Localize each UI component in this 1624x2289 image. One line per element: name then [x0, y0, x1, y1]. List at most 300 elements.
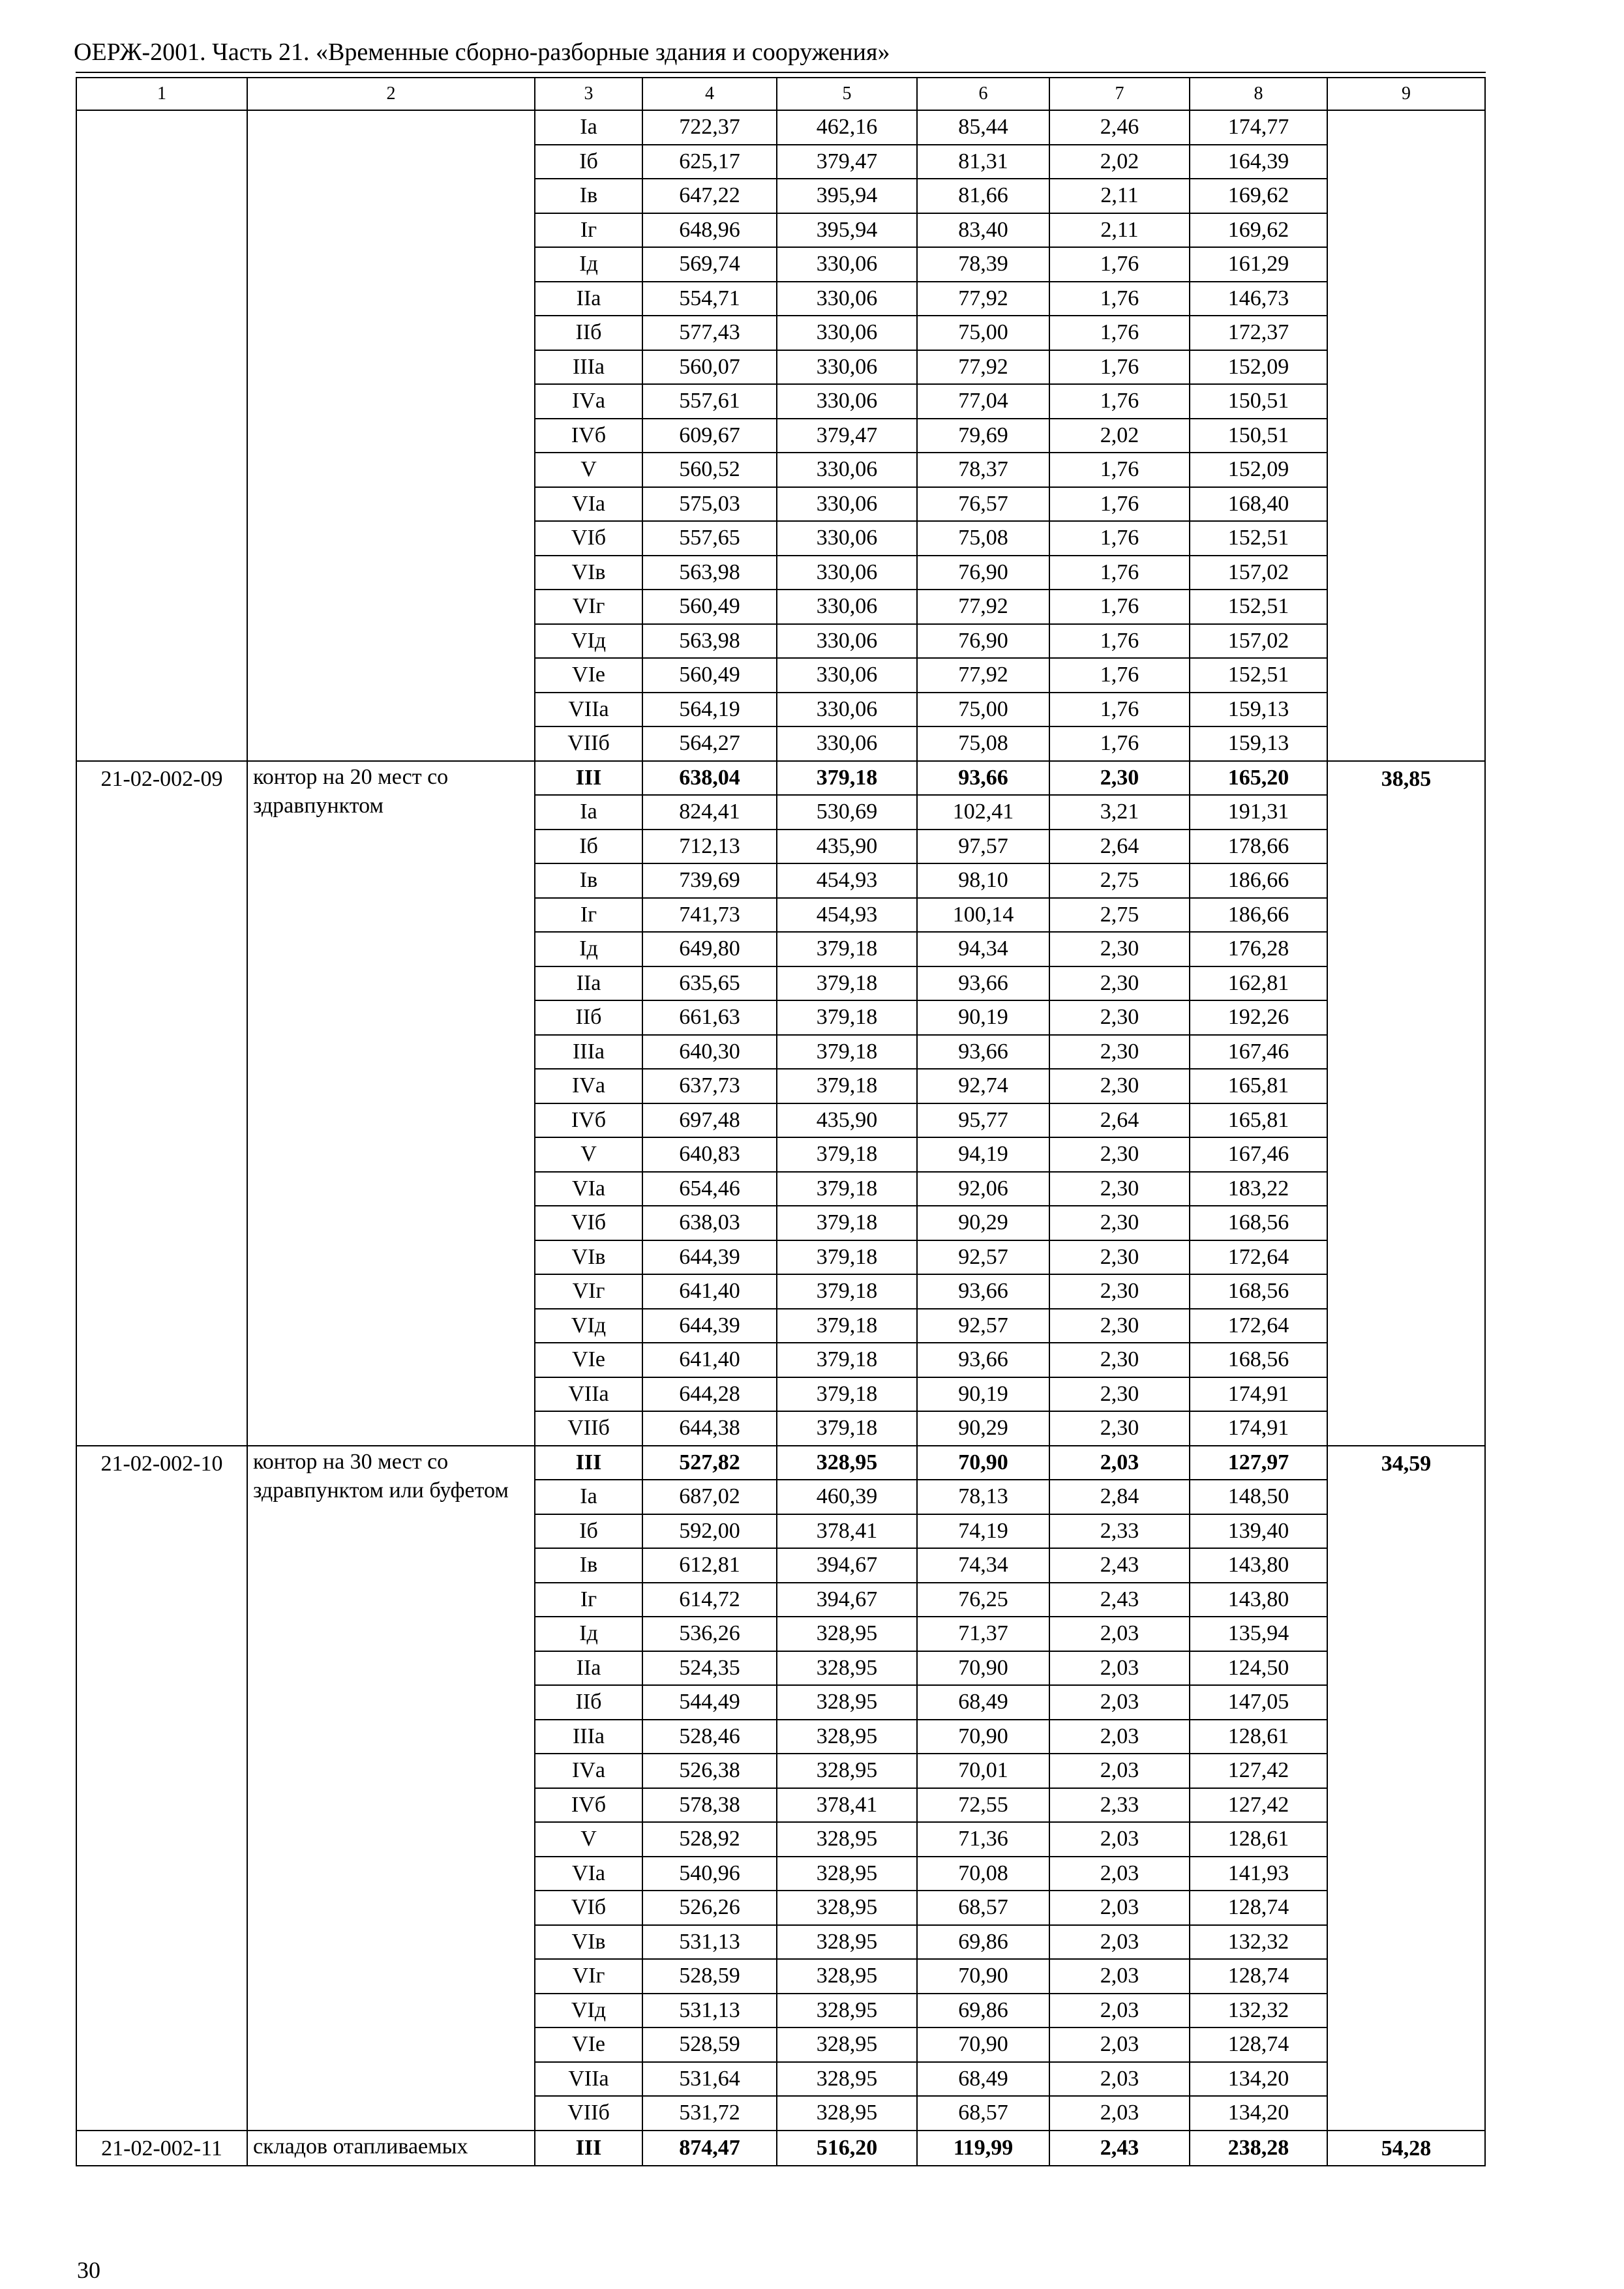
value-cell: 100,14: [917, 898, 1049, 933]
value-cell: 330,06: [777, 693, 917, 727]
value-cell: 76,90: [917, 624, 1049, 659]
value-cell: 330,06: [777, 556, 917, 590]
value-cell: 638,04: [642, 761, 777, 796]
value-cell: 379,47: [777, 419, 917, 453]
value-cell: 379,18: [777, 1240, 917, 1275]
value-cell: 1,76: [1049, 247, 1190, 282]
value-cell: 132,32: [1190, 1994, 1327, 2028]
value-cell: 644,28: [642, 1377, 777, 1412]
value-cell: 134,20: [1190, 2096, 1327, 2131]
value-cell: 625,17: [642, 145, 777, 179]
value-cell: 94,34: [917, 932, 1049, 966]
zone-cell: VIв: [535, 556, 642, 590]
value-cell: 92,06: [917, 1172, 1049, 1206]
value-cell: 2,03: [1049, 1754, 1190, 1788]
value-cell: 76,25: [917, 1583, 1049, 1617]
value-cell: 637,73: [642, 1069, 777, 1103]
zone-cell: VIд: [535, 1994, 642, 2028]
column-9-value: 38,85: [1327, 761, 1485, 1446]
zone-cell: Iа: [535, 1480, 642, 1514]
value-cell: 161,29: [1190, 247, 1327, 282]
zone-cell: Iв: [535, 179, 642, 213]
zone-cell: VIв: [535, 1240, 642, 1275]
value-cell: 644,39: [642, 1309, 777, 1343]
value-cell: 143,80: [1190, 1583, 1327, 1617]
zone-cell: IVб: [535, 1103, 642, 1138]
value-cell: 554,71: [642, 282, 777, 316]
value-cell: 638,03: [642, 1206, 777, 1240]
value-cell: 92,74: [917, 1069, 1049, 1103]
value-cell: 330,06: [777, 282, 917, 316]
value-cell: 1,76: [1049, 487, 1190, 522]
value-cell: 379,47: [777, 145, 917, 179]
value-cell: 127,42: [1190, 1788, 1327, 1823]
column-number: 6: [917, 78, 1049, 110]
value-cell: 2,30: [1049, 1000, 1190, 1035]
value-cell: 2,03: [1049, 1617, 1190, 1651]
value-cell: 454,93: [777, 898, 917, 933]
value-cell: 560,07: [642, 350, 777, 385]
value-cell: 328,95: [777, 2096, 917, 2131]
value-cell: 183,22: [1190, 1172, 1327, 1206]
value-cell: 141,93: [1190, 1857, 1327, 1891]
value-cell: 75,00: [917, 693, 1049, 727]
value-cell: 168,56: [1190, 1274, 1327, 1309]
value-cell: 191,31: [1190, 795, 1327, 830]
zone-cell: VIб: [535, 1891, 642, 1925]
value-cell: 85,44: [917, 110, 1049, 145]
value-cell: 530,69: [777, 795, 917, 830]
value-cell: 102,41: [917, 795, 1049, 830]
value-cell: 1,76: [1049, 658, 1190, 693]
value-cell: 70,08: [917, 1857, 1049, 1891]
value-cell: 2,03: [1049, 2027, 1190, 2062]
zone-cell: VIа: [535, 487, 642, 522]
zone-cell: VIа: [535, 1857, 642, 1891]
value-cell: 78,39: [917, 247, 1049, 282]
value-cell: 2,33: [1049, 1788, 1190, 1823]
value-cell: 172,37: [1190, 316, 1327, 350]
value-cell: 168,40: [1190, 487, 1327, 522]
value-cell: 2,30: [1049, 1411, 1190, 1446]
table-row: [76, 110, 1485, 145]
value-cell: 687,02: [642, 1480, 777, 1514]
zone-cell: VIе: [535, 2027, 642, 2062]
zone-cell: IIIа: [535, 1720, 642, 1754]
value-cell: 2,03: [1049, 1857, 1190, 1891]
zone-cell: VIг: [535, 1959, 642, 1994]
value-cell: 526,38: [642, 1754, 777, 1788]
value-cell: 93,66: [917, 1035, 1049, 1070]
value-cell: 165,20: [1190, 761, 1327, 796]
value-cell: 531,13: [642, 1994, 777, 2028]
value-cell: 531,72: [642, 2096, 777, 2131]
value-cell: 74,34: [917, 1548, 1049, 1583]
value-cell: 564,19: [642, 693, 777, 727]
value-cell: 2,30: [1049, 1274, 1190, 1309]
value-cell: 564,27: [642, 726, 777, 761]
zone-cell: IIIа: [535, 350, 642, 385]
zone-cell: Iг: [535, 213, 642, 248]
value-cell: 2,03: [1049, 1994, 1190, 2028]
value-cell: 330,06: [777, 350, 917, 385]
zone-cell: IVа: [535, 384, 642, 419]
zone-cell: Iб: [535, 145, 642, 179]
header-rule: [76, 72, 1486, 73]
value-cell: 135,94: [1190, 1617, 1327, 1651]
zone-cell: Iг: [535, 1583, 642, 1617]
page-number: 30: [77, 2257, 100, 2283]
zone-cell: IIб: [535, 1000, 642, 1035]
value-cell: 72,55: [917, 1788, 1049, 1823]
item-name: складов отапливаемых: [247, 2131, 535, 2166]
value-cell: 2,30: [1049, 966, 1190, 1001]
value-cell: 159,13: [1190, 693, 1327, 727]
value-cell: 540,96: [642, 1857, 777, 1891]
value-cell: 379,18: [777, 1309, 917, 1343]
value-cell: 2,64: [1049, 830, 1190, 864]
value-cell: 127,97: [1190, 1446, 1327, 1480]
value-cell: 95,77: [917, 1103, 1049, 1138]
value-cell: 70,90: [917, 1720, 1049, 1754]
zone-cell: VIб: [535, 521, 642, 556]
value-cell: 150,51: [1190, 419, 1327, 453]
zone-cell: VIб: [535, 1206, 642, 1240]
value-cell: 77,04: [917, 384, 1049, 419]
value-cell: 75,08: [917, 726, 1049, 761]
item-name: [247, 110, 535, 761]
value-cell: 168,56: [1190, 1206, 1327, 1240]
value-cell: 1,76: [1049, 726, 1190, 761]
value-cell: 661,63: [642, 1000, 777, 1035]
value-cell: 563,98: [642, 624, 777, 659]
value-cell: 2,03: [1049, 1925, 1190, 1960]
value-cell: 169,62: [1190, 179, 1327, 213]
value-cell: 614,72: [642, 1583, 777, 1617]
value-cell: 77,92: [917, 590, 1049, 624]
value-cell: 644,39: [642, 1240, 777, 1275]
value-cell: 528,59: [642, 2027, 777, 2062]
value-cell: 560,49: [642, 590, 777, 624]
value-cell: 328,95: [777, 1685, 917, 1720]
value-cell: 146,73: [1190, 282, 1327, 316]
zone-cell: VIг: [535, 590, 642, 624]
value-cell: 379,18: [777, 1069, 917, 1103]
value-cell: 128,74: [1190, 1891, 1327, 1925]
value-cell: 2,03: [1049, 1685, 1190, 1720]
value-cell: 328,95: [777, 1651, 917, 1686]
value-cell: 128,74: [1190, 1959, 1327, 1994]
zone-cell: V: [535, 1822, 642, 1857]
value-cell: 527,82: [642, 1446, 777, 1480]
value-cell: 2,46: [1049, 110, 1190, 145]
value-cell: 77,92: [917, 282, 1049, 316]
value-cell: 328,95: [777, 1754, 917, 1788]
value-cell: 90,19: [917, 1377, 1049, 1412]
value-cell: 528,92: [642, 1822, 777, 1857]
value-cell: 157,02: [1190, 624, 1327, 659]
value-cell: 76,90: [917, 556, 1049, 590]
zone-cell: IVа: [535, 1754, 642, 1788]
zone-cell: IIIа: [535, 1035, 642, 1070]
value-cell: 157,02: [1190, 556, 1327, 590]
value-cell: 119,99: [917, 2131, 1049, 2166]
value-cell: 2,03: [1049, 2096, 1190, 2131]
value-cell: 75,08: [917, 521, 1049, 556]
zone-cell: III: [535, 2131, 642, 2166]
value-cell: 1,76: [1049, 453, 1190, 487]
value-cell: 697,48: [642, 1103, 777, 1138]
value-cell: 330,06: [777, 384, 917, 419]
value-cell: 379,18: [777, 1411, 917, 1446]
value-cell: 635,65: [642, 966, 777, 1001]
value-cell: 592,00: [642, 1514, 777, 1549]
value-cell: 83,40: [917, 213, 1049, 248]
price-table-container: [76, 77, 1484, 2166]
value-cell: 93,66: [917, 1274, 1049, 1309]
value-cell: 169,62: [1190, 213, 1327, 248]
zone-cell: Iб: [535, 830, 642, 864]
value-cell: 238,28: [1190, 2131, 1327, 2166]
column-number: 7: [1049, 78, 1190, 110]
value-cell: 152,51: [1190, 590, 1327, 624]
column-number: 5: [777, 78, 917, 110]
value-cell: 81,66: [917, 179, 1049, 213]
value-cell: 328,95: [777, 1720, 917, 1754]
value-cell: 81,31: [917, 145, 1049, 179]
value-cell: 557,65: [642, 521, 777, 556]
value-cell: 97,57: [917, 830, 1049, 864]
value-cell: 330,06: [777, 316, 917, 350]
value-cell: 378,41: [777, 1788, 917, 1823]
value-cell: 1,76: [1049, 556, 1190, 590]
value-cell: 741,73: [642, 898, 777, 933]
value-cell: 1,76: [1049, 590, 1190, 624]
value-cell: 68,49: [917, 1685, 1049, 1720]
value-cell: 328,95: [777, 1822, 917, 1857]
value-cell: 560,52: [642, 453, 777, 487]
value-cell: 93,66: [917, 761, 1049, 796]
column-9-value: 34,59: [1327, 1446, 1485, 2131]
value-cell: 557,61: [642, 384, 777, 419]
column-number: 4: [642, 78, 777, 110]
value-cell: 454,93: [777, 863, 917, 898]
value-cell: 874,47: [642, 2131, 777, 2166]
value-cell: 379,18: [777, 1343, 917, 1377]
value-cell: 394,67: [777, 1583, 917, 1617]
zone-cell: VIIб: [535, 2096, 642, 2131]
value-cell: 379,18: [777, 1137, 917, 1172]
value-cell: 134,20: [1190, 2062, 1327, 2097]
value-cell: 379,18: [777, 966, 917, 1001]
value-cell: 2,64: [1049, 1103, 1190, 1138]
value-cell: 3,21: [1049, 795, 1190, 830]
zone-cell: Iг: [535, 898, 642, 933]
value-cell: 164,39: [1190, 145, 1327, 179]
value-cell: 128,61: [1190, 1720, 1327, 1754]
value-cell: 2,30: [1049, 1240, 1190, 1275]
value-cell: 192,26: [1190, 1000, 1327, 1035]
value-cell: 647,22: [642, 179, 777, 213]
value-cell: 71,36: [917, 1822, 1049, 1857]
value-cell: 524,35: [642, 1651, 777, 1686]
value-cell: 528,46: [642, 1720, 777, 1754]
value-cell: 2,30: [1049, 1343, 1190, 1377]
value-cell: 127,42: [1190, 1754, 1327, 1788]
value-cell: 75,00: [917, 316, 1049, 350]
value-cell: 328,95: [777, 1891, 917, 1925]
value-cell: 2,30: [1049, 1035, 1190, 1070]
value-cell: 168,56: [1190, 1343, 1327, 1377]
value-cell: 2,03: [1049, 1822, 1190, 1857]
value-cell: 143,80: [1190, 1548, 1327, 1583]
value-cell: 69,86: [917, 1994, 1049, 2028]
value-cell: 824,41: [642, 795, 777, 830]
item-name: контор на 20 мест со здравпунктом: [247, 761, 535, 1446]
value-cell: 128,74: [1190, 2027, 1327, 2062]
value-cell: 462,16: [777, 110, 917, 145]
zone-cell: Iб: [535, 1514, 642, 1549]
value-cell: 1,76: [1049, 350, 1190, 385]
value-cell: 378,41: [777, 1514, 917, 1549]
value-cell: 560,49: [642, 658, 777, 693]
value-cell: 128,61: [1190, 1822, 1327, 1857]
value-cell: 1,76: [1049, 624, 1190, 659]
value-cell: 139,40: [1190, 1514, 1327, 1549]
value-cell: 172,64: [1190, 1240, 1327, 1275]
value-cell: 77,92: [917, 658, 1049, 693]
zone-cell: Iв: [535, 863, 642, 898]
value-cell: 165,81: [1190, 1069, 1327, 1103]
zone-cell: Iа: [535, 110, 642, 145]
value-cell: 147,05: [1190, 1685, 1327, 1720]
value-cell: 395,94: [777, 179, 917, 213]
value-cell: 152,09: [1190, 350, 1327, 385]
value-cell: 528,59: [642, 1959, 777, 1994]
value-cell: 1,76: [1049, 384, 1190, 419]
item-code: 21-02-002-10: [76, 1446, 247, 2131]
item-code: 21-02-002-09: [76, 761, 247, 1446]
zone-cell: VIIб: [535, 726, 642, 761]
price-table: [76, 77, 1486, 2166]
value-cell: 69,86: [917, 1925, 1049, 1960]
zone-cell: IIб: [535, 1685, 642, 1720]
zone-cell: IIа: [535, 282, 642, 316]
value-cell: 641,40: [642, 1274, 777, 1309]
column-9-value: [1327, 110, 1485, 761]
value-cell: 654,46: [642, 1172, 777, 1206]
value-cell: 531,64: [642, 2062, 777, 2097]
value-cell: 379,18: [777, 1172, 917, 1206]
value-cell: 178,66: [1190, 830, 1327, 864]
value-cell: 90,29: [917, 1411, 1049, 1446]
value-cell: 330,06: [777, 590, 917, 624]
value-cell: 159,13: [1190, 726, 1327, 761]
value-cell: 609,67: [642, 419, 777, 453]
document-header: ОЕРЖ-2001. Часть 21. «Временные сборно-разборные здания и сооружения»: [74, 38, 890, 66]
value-cell: 150,51: [1190, 384, 1327, 419]
value-cell: 379,18: [777, 1206, 917, 1240]
value-cell: 2,03: [1049, 1651, 1190, 1686]
value-cell: 379,18: [777, 1035, 917, 1070]
column-9-value: 54,28: [1327, 2131, 1485, 2166]
value-cell: 640,30: [642, 1035, 777, 1070]
value-cell: 2,03: [1049, 1891, 1190, 1925]
value-cell: 2,43: [1049, 2131, 1190, 2166]
value-cell: 186,66: [1190, 863, 1327, 898]
item-code: [76, 110, 247, 761]
value-cell: 649,80: [642, 932, 777, 966]
value-cell: 648,96: [642, 213, 777, 248]
value-cell: 1,76: [1049, 316, 1190, 350]
value-cell: 174,91: [1190, 1377, 1327, 1412]
zone-cell: Iв: [535, 1548, 642, 1583]
value-cell: 379,18: [777, 1377, 917, 1412]
value-cell: 152,51: [1190, 521, 1327, 556]
value-cell: 78,37: [917, 453, 1049, 487]
zone-cell: VIд: [535, 624, 642, 659]
zone-cell: VIе: [535, 1343, 642, 1377]
value-cell: 172,64: [1190, 1309, 1327, 1343]
value-cell: 1,76: [1049, 521, 1190, 556]
zone-cell: VIIа: [535, 2062, 642, 2097]
zone-cell: VIIб: [535, 1411, 642, 1446]
zone-cell: IVб: [535, 419, 642, 453]
value-cell: 575,03: [642, 487, 777, 522]
value-cell: 2,11: [1049, 213, 1190, 248]
value-cell: 174,77: [1190, 110, 1327, 145]
value-cell: 379,18: [777, 1000, 917, 1035]
column-number-row: [76, 78, 1485, 110]
column-number: 1: [76, 78, 247, 110]
zone-cell: Iа: [535, 795, 642, 830]
zone-cell: IVа: [535, 1069, 642, 1103]
value-cell: 70,90: [917, 1651, 1049, 1686]
value-cell: 330,06: [777, 726, 917, 761]
value-cell: 98,10: [917, 863, 1049, 898]
value-cell: 68,57: [917, 2096, 1049, 2131]
value-cell: 330,06: [777, 487, 917, 522]
zone-cell: VIв: [535, 1925, 642, 1960]
value-cell: 2,75: [1049, 863, 1190, 898]
value-cell: 90,19: [917, 1000, 1049, 1035]
column-number: 3: [535, 78, 642, 110]
value-cell: 330,06: [777, 521, 917, 556]
value-cell: 330,06: [777, 658, 917, 693]
value-cell: 2,43: [1049, 1548, 1190, 1583]
value-cell: 328,95: [777, 2062, 917, 2097]
value-cell: 70,01: [917, 1754, 1049, 1788]
value-cell: 531,13: [642, 1925, 777, 1960]
value-cell: 544,49: [642, 1685, 777, 1720]
value-cell: 612,81: [642, 1548, 777, 1583]
zone-cell: IIб: [535, 316, 642, 350]
value-cell: 578,38: [642, 1788, 777, 1823]
value-cell: 641,40: [642, 1343, 777, 1377]
value-cell: 2,03: [1049, 1446, 1190, 1480]
value-cell: 1,76: [1049, 282, 1190, 316]
zone-cell: VIе: [535, 658, 642, 693]
value-cell: 93,66: [917, 966, 1049, 1001]
value-cell: 92,57: [917, 1309, 1049, 1343]
zone-cell: Iд: [535, 247, 642, 282]
value-cell: 186,66: [1190, 898, 1327, 933]
value-cell: 395,94: [777, 213, 917, 248]
zone-cell: V: [535, 453, 642, 487]
value-cell: 328,95: [777, 2027, 917, 2062]
value-cell: 167,46: [1190, 1035, 1327, 1070]
value-cell: 162,81: [1190, 966, 1327, 1001]
